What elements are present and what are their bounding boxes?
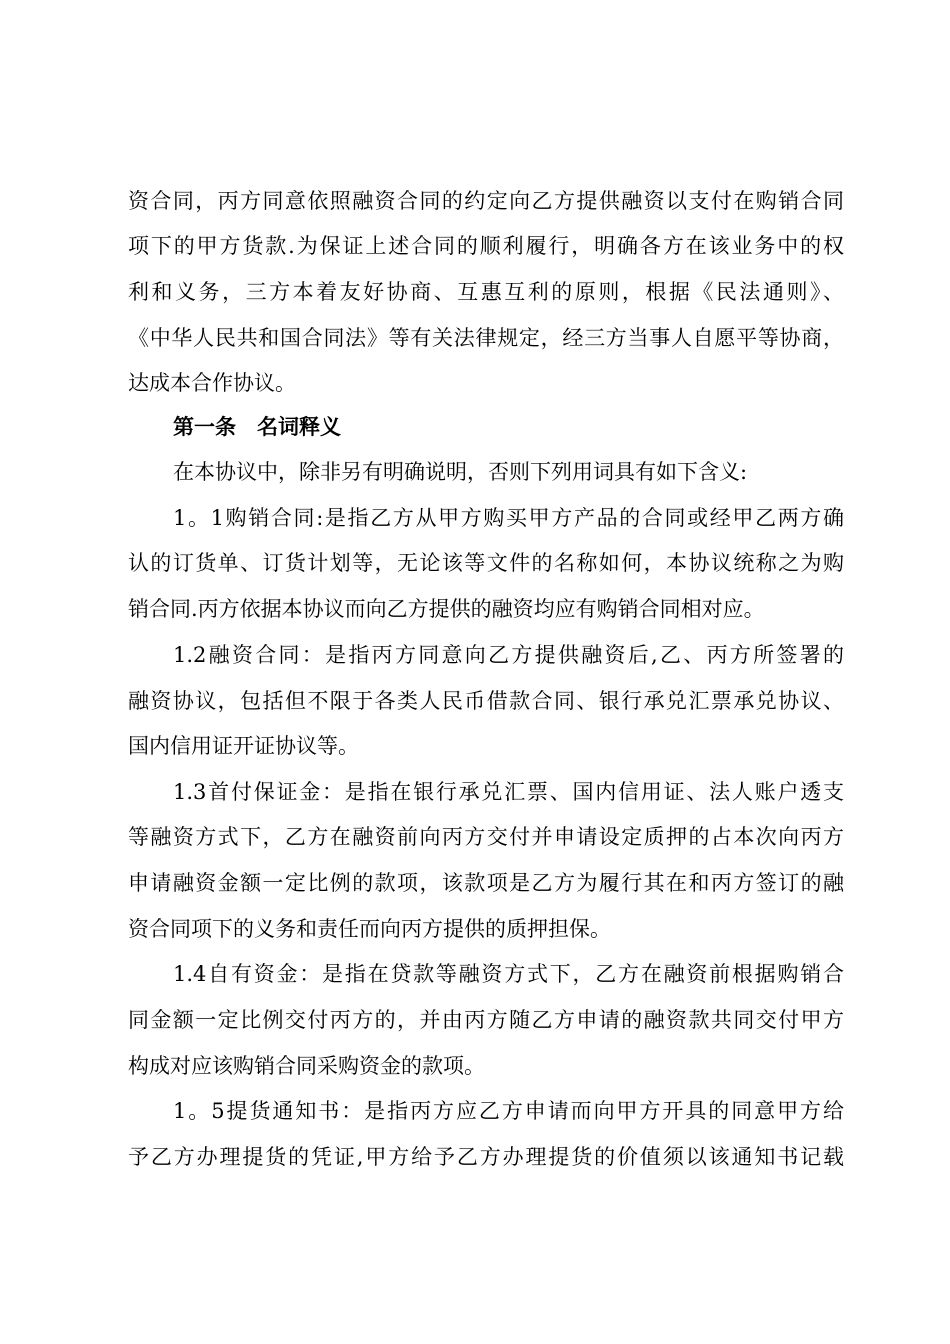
- clause-line: 申请融资金额一定比例的款项，该款项是乙方为履行其在和丙方签订的融: [128, 871, 844, 895]
- clause-line: 1.2融资合同：是指丙方同意向乙方提供融资后,乙、丙方所签署的: [173, 643, 844, 667]
- clause-line: 1。1购销合同:是指乙方从甲方购买甲方产品的合同或经甲乙两方确: [173, 506, 844, 530]
- clause-line: 国内信用证开证协议等。: [128, 734, 359, 758]
- clause-line: 销合同.丙方依据本协议而向乙方提供的融资均应有购销合同相对应。: [128, 597, 765, 621]
- intro-line: 项下的甲方货款.为保证上述合同的顺利履行，明确各方在该业务中的权: [128, 234, 844, 258]
- clause-line: 等融资方式下，乙方在融资前向丙方交付并申请设定质押的占本次向丙方: [128, 825, 844, 849]
- clause-line: 同金额一定比例交付丙方的，并由丙方随乙方申请的融资款共同交付甲方: [128, 1008, 844, 1032]
- intro-line: 资合同，丙方同意依照融资合同的约定向乙方提供融资以支付在购销合同: [128, 189, 844, 213]
- article-intro: 在本协议中，除非另有明确说明，否则下列用词具有如下含义:: [173, 460, 748, 484]
- clause-line: 构成对应该购销合同采购资金的款项。: [128, 1054, 485, 1078]
- clause-line: 融资协议，包括但不限于各类人民币借款合同、银行承兑汇票承兑协议、: [128, 689, 844, 713]
- clause-line: 予乙方办理提货的凭证,甲方给予乙方办理提货的价值须以该通知书记载: [128, 1145, 844, 1169]
- clause-line: 1.3首付保证金：是指在银行承兑汇票、国内信用证、法人账户透支: [173, 780, 844, 804]
- clause-line: 1.4自有资金：是指在贷款等融资方式下，乙方在融资前根据购销合: [173, 962, 844, 986]
- intro-line: 利和义务，三方本着友好协商、互惠互利的原则，根据《民法通则》、: [128, 280, 844, 304]
- clause-line: 认的订货单、订货计划等，无论该等文件的名称如何，本协议统称之为购: [128, 551, 844, 575]
- clause-line: 资合同项下的义务和责任而向丙方提供的质押担保。: [128, 917, 611, 941]
- intro-line: 《中华人民共和国合同法》等有关法律规定，经三方当事人自愿平等协商，: [128, 326, 844, 350]
- intro-line: 达成本合作协议。: [128, 371, 296, 395]
- clause-line: 1。5提货通知书：是指丙方应乙方申请而向甲方开具的同意甲方给: [173, 1099, 844, 1123]
- article-heading: 第一条 名词释义: [173, 415, 341, 439]
